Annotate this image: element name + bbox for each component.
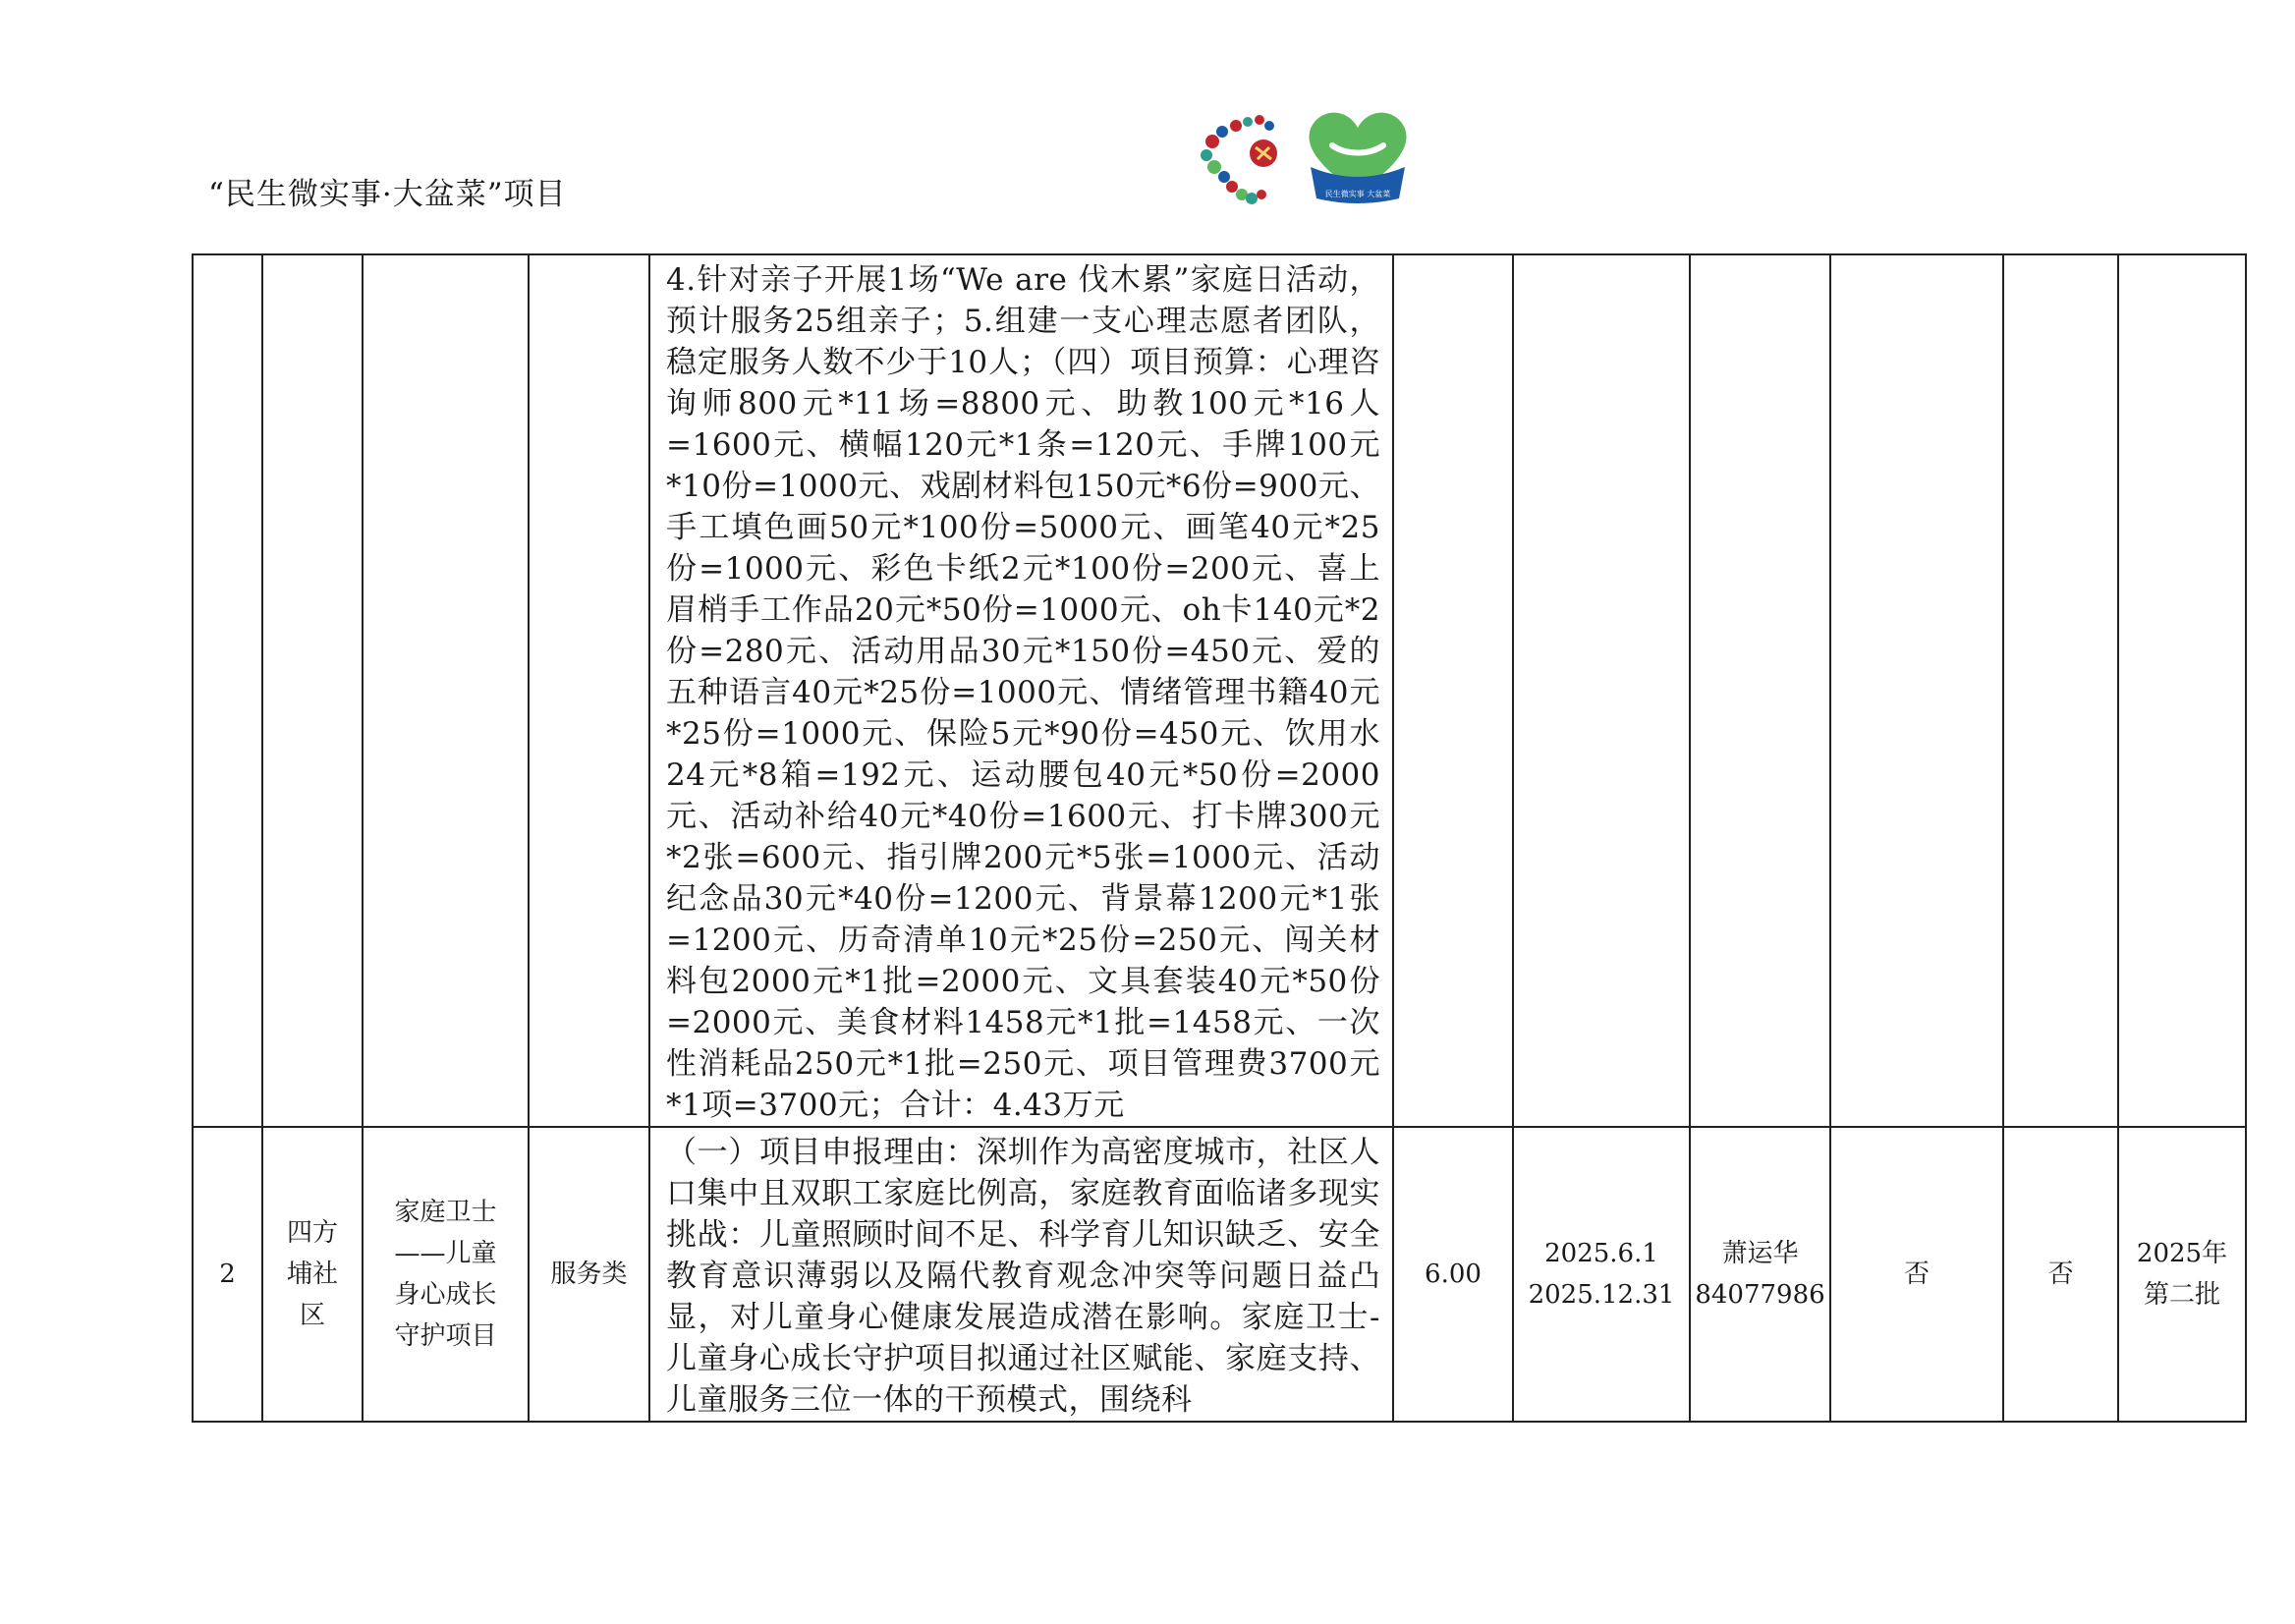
cell-col10: 否	[2003, 1127, 2118, 1422]
cell-description: 4.针对亲子开展1场“We are 伐木累”家庭日活动，预计服务25组亲子；5.组建一支心理志愿者团队，稳定服务人数不少于10人；（四）项目预算：心理咨询师800元*11场=8800元、助教100元*16人=1600元、横幅120元*1条=120元、手牌100元*10份=1000元、戏剧材料包150元*6份=900元、手工填色画50元*100份=5000元、画笔40元*25份=1000元、彩色卡纸2元*100份=200元、喜上眉梢手工作品20元*50份=1000元、oh卡140元*2份=280元、活动用品30元*150份=450元、爱的五种语言40元*25份=1000元、情绪管理书籍40元*25份=1000元、保险5元*90份=450元、饮用水24元*8箱=192元、运动腰包40元*50份=2000元、活动补给40元*40份=1600元、打卡牌300元*2张=600元、指引牌200元*5张=1000元、活动纪念品30元*40份=1200元、背景幕1200元*1张=1200元、历奇清单10元*25份=250元、闯关材料包2000元*1批=2000元、文具套装40元*50份=2000元、美食材料1458元*1批=1458元、一次性消耗品250元*1批=250元、项目管理费3700元*1项=3700元；合计：4.43万元	[649, 254, 1393, 1127]
page-header-title: “民生微实事·大盆菜”项目	[208, 177, 567, 212]
cell-category	[529, 254, 649, 1127]
cell-period: 2025.6.1 2025.12.31	[1513, 1127, 1690, 1422]
project-table	[192, 253, 2247, 1423]
cell-community	[262, 254, 363, 1127]
cell-budget	[1393, 254, 1513, 1127]
cell-index: 2	[193, 1127, 262, 1422]
cell-project-name	[363, 254, 529, 1127]
bowl-logo	[1293, 102, 1423, 208]
table-row	[193, 254, 2246, 1127]
cell-col10	[2003, 254, 2118, 1127]
cell-col9	[1830, 254, 2003, 1127]
cell-index	[193, 254, 262, 1127]
cell-description: （一）项目申报理由：深圳作为高密度城市，社区人口集中且双职工家庭比例高，家庭教育面临诸多现实挑战：儿童照顾时间不足、科学育儿知识缺乏、安全教育意识薄弱以及隔代教育观念冲突等问题日益凸显，对儿童身心健康发展造成潜在影响。家庭卫士-儿童身心成长守护项目拟通过社区赋能、家庭支持、儿童服务三位一体的干预模式，围绕科	[649, 1127, 1393, 1422]
cell-community: 四方 埔社 区	[262, 1127, 363, 1422]
cell-project-name: 家庭卫士 ——儿童 身心成长 守护项目	[363, 1127, 529, 1422]
heart-flower-logo	[1187, 102, 1293, 208]
cell-category: 服务类	[529, 1127, 649, 1422]
table-row	[193, 1127, 2246, 1422]
bowl-logo-text: 民生微实事 大盆菜	[1324, 190, 1391, 198]
cell-contact: 萧运华 84077986	[1690, 1127, 1830, 1422]
cell-batch	[2118, 254, 2246, 1127]
cell-period	[1513, 254, 1690, 1127]
cell-col9: 否	[1830, 1127, 2003, 1422]
cell-batch: 2025年 第二批	[2118, 1127, 2246, 1422]
cell-contact	[1690, 254, 1830, 1127]
cell-budget: 6.00	[1393, 1127, 1513, 1422]
